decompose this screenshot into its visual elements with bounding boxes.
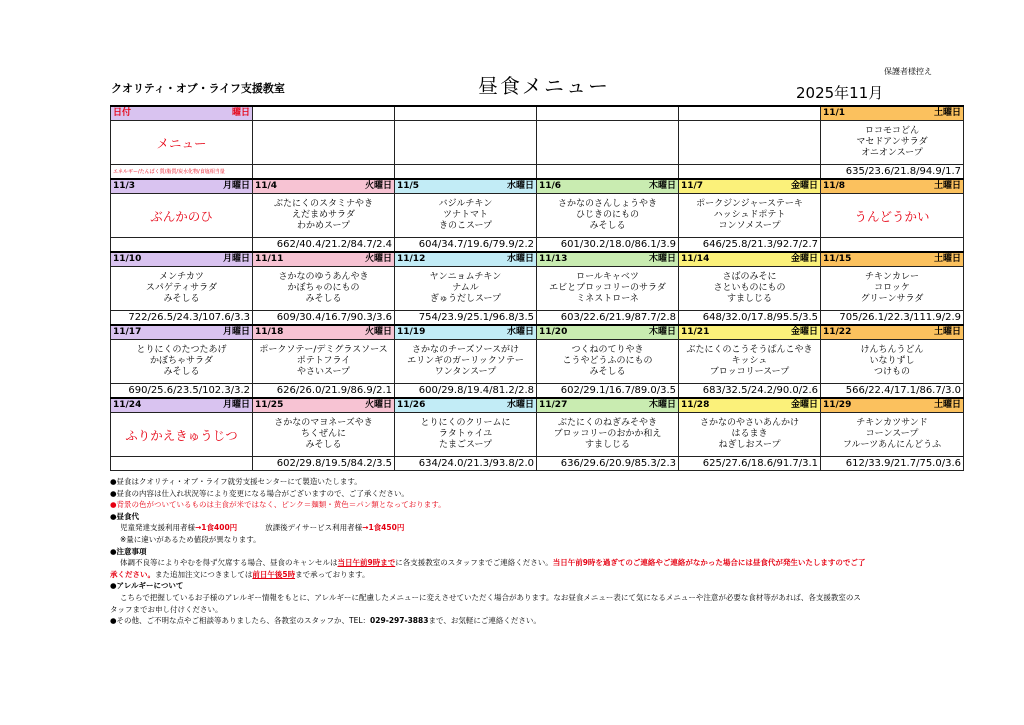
nutrition-value: 609/30.4/16.7/90.3/3.6 [276, 312, 392, 323]
dish-item: ワンタンスープ [434, 367, 497, 377]
nutrition-cell [537, 165, 679, 180]
day-weekday: 火曜日 [364, 254, 392, 264]
menu-cell [395, 267, 537, 311]
menu-cell [253, 121, 395, 165]
nutrition-cell [679, 238, 821, 253]
dish-item: ポークソテー/デミグラスソース [259, 345, 388, 355]
nutrition-cell [537, 384, 679, 399]
dish-item: たまごスープ [438, 440, 493, 450]
menu-cell [111, 340, 253, 384]
dish-item: ハッシュドポテト [713, 210, 786, 220]
guardian-copy-label: 保護者様控え [884, 67, 932, 76]
day-date: 11/13 [539, 254, 568, 264]
note-changes: ●昼食の内容は仕入れ状況等により変更になる場合がございますので、ご了承ください。 [110, 488, 409, 498]
dish-item: チキンカレー [865, 272, 919, 282]
order-text-b: まで承っております。 [295, 569, 370, 579]
page-title: 昼食メニュー [478, 74, 610, 98]
nutrition-cell [253, 238, 395, 253]
holiday-label: ふりかえきゅうじつ [125, 427, 238, 443]
order-deadline: 前日午後5時 [252, 569, 296, 579]
contact-text-a: ●その他、ご不明な点やご相談等ありましたら、各教室のスタッフか、TEL： [110, 616, 371, 626]
nutrition-value: 722/26.5/24.3/107.6/3.3 [128, 312, 250, 323]
nutrition-cell [253, 311, 395, 326]
nutrition-value: 636/29.6/20.9/85.3/2.3 [560, 458, 676, 469]
day-header [253, 106, 395, 121]
nutrition-cell [395, 457, 537, 471]
fee-note: ※量に違いがあるため値段が異なります。 [120, 534, 261, 544]
legend-date-label: 日付 [113, 108, 132, 118]
day-header [395, 252, 537, 267]
day-header [679, 106, 821, 121]
nutrition-value: 566/22.4/17.1/86.7/3.0 [845, 385, 961, 396]
dish-item: さかなのさんしょうやき [557, 199, 657, 209]
menu-cell [253, 340, 395, 384]
dish-item: わかめスープ [296, 221, 351, 231]
day-weekday: 木曜日 [648, 327, 676, 337]
day-header [253, 252, 395, 267]
menu-cell [679, 121, 821, 165]
dish-item: いなりずし [869, 356, 915, 366]
day-header [395, 179, 537, 194]
menu-cell [395, 121, 537, 165]
day-date: 11/6 [539, 181, 562, 191]
dish-item: ナムル [452, 283, 479, 293]
dish-item: さかなのマヨネーズやき [274, 418, 373, 428]
menu-cell [679, 267, 821, 311]
day-header [679, 325, 821, 340]
day-weekday: 土曜日 [933, 327, 961, 337]
notes-section [110, 476, 970, 627]
dish-item: マセドアンサラダ [856, 137, 928, 147]
nutrition-cell [395, 238, 537, 253]
day-date: 11/18 [255, 327, 284, 337]
dish-item: ちくぜんに [300, 429, 346, 439]
dish-item: オニオンスープ [861, 148, 923, 158]
day-weekday: 金曜日 [790, 327, 818, 337]
day-header [537, 398, 679, 413]
allergy-line-2: タッフまでお申し付けください。 [110, 604, 223, 614]
day-date: 11/3 [113, 181, 136, 191]
fee-child-label: 児童発達支援利用者様 [120, 523, 195, 533]
day-date: 11/14 [681, 254, 710, 264]
note-color-legend: ●背景の色がついているものは主食が米ではなく、ピンク＝麺類・黄色＝パン類となっております。 [110, 500, 446, 510]
day-date: 11/11 [255, 254, 284, 264]
day-header [537, 106, 679, 121]
holiday-cell [111, 413, 253, 457]
day-date: 11/15 [823, 254, 852, 264]
day-date: 11/19 [397, 327, 426, 337]
day-weekday: 木曜日 [648, 400, 676, 410]
nutrition-value: 754/23.9/25.1/96.8/3.5 [418, 312, 534, 323]
day-header [679, 252, 821, 267]
dish-item: ぶたにくのスタミナやき [273, 199, 373, 209]
day-header [253, 398, 395, 413]
day-weekday: 火曜日 [364, 400, 392, 410]
legend-nutrition-key: エネルギー/たんぱく質/脂質/炭水化物/食塩相当量 [113, 169, 225, 175]
nutrition-cell [821, 384, 964, 399]
dish-item: みそしる [305, 440, 342, 450]
day-date: 11/8 [823, 181, 846, 191]
day-weekday: 月曜日 [222, 327, 250, 337]
legend-menu-label: メニュー [156, 135, 207, 151]
dish-item: ブロッコリースープ [709, 367, 790, 377]
menu-cell [679, 340, 821, 384]
menu-cell [821, 340, 964, 384]
fee-after-value: →1食450円 [362, 523, 405, 533]
dish-item: コーンスープ [865, 429, 919, 439]
day-date: 11/10 [113, 254, 142, 264]
legend-header [111, 106, 253, 121]
dish-item: さかなのチーズソースがけ [411, 345, 520, 355]
nutrition-cell [679, 457, 821, 471]
nutrition-cell [679, 311, 821, 326]
fee-child-value: →1食400円 [195, 523, 238, 533]
day-weekday: 土曜日 [933, 254, 961, 264]
day-header [821, 325, 964, 340]
dish-item: ツナトマト [442, 210, 488, 220]
day-date: 11/21 [681, 327, 710, 337]
dish-item: つけもの [873, 367, 910, 377]
menu-cell [679, 413, 821, 457]
fee-line [110, 522, 970, 534]
menu-cell [679, 194, 821, 238]
dish-item: かぼちゃサラダ [150, 356, 213, 366]
nutrition-value: 600/29.8/19.4/81.2/2.8 [418, 385, 534, 396]
dish-item: ロールキャベツ [576, 272, 639, 282]
dish-item: ポテトフライ [296, 356, 351, 366]
nutrition-cell [537, 311, 679, 326]
nutrition-value: 626/26.0/21.9/86.9/2.1 [276, 385, 392, 396]
nutrition-cell [679, 384, 821, 399]
dish-item: かぼちゃのにもの [287, 283, 360, 293]
nutrition-value: 612/33.9/21.7/75.0/3.6 [845, 458, 961, 469]
dish-item: メンチカツ [159, 272, 204, 282]
dish-item: みそしる [589, 367, 626, 377]
dish-item: ねぎしおスープ [718, 440, 781, 450]
dish-item: エビとブロッコリーのサラダ [549, 283, 666, 293]
menu-cell [821, 413, 964, 457]
nutrition-cell [395, 311, 537, 326]
dish-item: やさいスープ [296, 367, 351, 377]
legend-weekday-label: 曜日 [231, 108, 250, 118]
nutrition-cell [537, 457, 679, 471]
dish-item: さばのみそに [722, 272, 777, 282]
nutrition-value: 602/29.8/19.5/84.2/3.5 [276, 458, 392, 469]
nutrition-cell [821, 238, 964, 253]
dish-item: ブロッコリーのおかか和え [553, 429, 662, 439]
dish-item: スパゲティサラダ [145, 283, 218, 293]
day-header [821, 106, 964, 121]
cancel-line [110, 557, 970, 569]
day-header [821, 179, 964, 194]
day-weekday: 水曜日 [506, 400, 534, 410]
nutrition-value: 625/27.6/18.6/91.7/3.1 [702, 458, 818, 469]
note-production: ●昼食はクオリティ・オブ・ライフ就労支援センターにて製造いたします。 [110, 477, 362, 486]
day-header [821, 398, 964, 413]
day-weekday: 土曜日 [933, 400, 961, 410]
dish-item: ヤンニョムチキン [429, 272, 502, 282]
menu-cell [253, 413, 395, 457]
menu-table [110, 105, 964, 471]
cancel-warning: 当日午前9時を過ぎてのご連絡やご連絡がなかった場合には昼食代が発生いたしますのでご了 [552, 558, 866, 568]
menu-cell [537, 267, 679, 311]
day-date: 11/20 [539, 327, 568, 337]
cancel-deadline: 当日午前9時まで [337, 558, 396, 568]
year-month: 2025年11月 [796, 84, 884, 102]
dish-item: ぎゅうだしスープ [429, 294, 502, 304]
day-weekday: 木曜日 [648, 254, 676, 264]
dish-item: みそしる [589, 221, 626, 231]
nutrition-cell [253, 457, 395, 471]
nutrition-cell [111, 384, 253, 399]
order-text-a: また追加注文につきましては [155, 569, 253, 579]
dish-item: みそしる [305, 294, 342, 304]
day-weekday: 水曜日 [506, 327, 534, 337]
menu-cell [537, 121, 679, 165]
nutrition-value: 646/25.8/21.3/92.7/2.7 [702, 239, 818, 250]
day-date: 11/4 [255, 181, 278, 191]
dish-item: さかなのゆうあんやき [278, 272, 369, 282]
day-header [537, 325, 679, 340]
contact-tel: 029-297-3883 [370, 616, 429, 626]
dish-item: グリーンサラダ [860, 294, 924, 304]
day-date: 11/1 [823, 108, 846, 118]
day-weekday: 金曜日 [790, 400, 818, 410]
nutrition-value: 705/26.1/22.3/111.9/2.9 [839, 312, 961, 323]
day-date: 11/24 [113, 400, 142, 410]
day-header [821, 252, 964, 267]
day-weekday: 水曜日 [506, 254, 534, 264]
dish-item: フルーツあんにんどうふ [842, 440, 942, 450]
day-weekday: 火曜日 [364, 181, 392, 191]
dish-item: とりにくのたつたあげ [136, 345, 227, 355]
nutrition-value: 662/40.4/21.2/84.7/2.4 [276, 239, 392, 250]
day-header [395, 325, 537, 340]
dish-item: バジルチキン [438, 199, 493, 209]
dish-item: さかなのやさいあんかけ [699, 418, 799, 428]
holiday-cell [111, 194, 253, 238]
day-header [395, 398, 537, 413]
day-header [111, 325, 253, 340]
dish-item: えだまめサラダ [292, 210, 355, 220]
day-header [537, 252, 679, 267]
day-date: 11/26 [397, 400, 426, 410]
menu-cell [395, 194, 537, 238]
nutrition-cell [679, 165, 821, 180]
dish-item: キッシュ [731, 356, 768, 366]
cancel-text-c: に各支援教室のスタッフまでご連絡ください。 [395, 558, 553, 568]
dish-item: チキンカツサンド [856, 418, 928, 428]
cancel-warning-end: 承ください。 [110, 569, 155, 579]
nutrition-cell [537, 238, 679, 253]
menu-cell [821, 121, 964, 165]
menu-cell [253, 194, 395, 238]
day-date: 11/7 [681, 181, 704, 191]
day-weekday: 月曜日 [222, 254, 250, 264]
nutrition-value: 683/32.5/24.2/90.0/2.6 [702, 385, 818, 396]
cancel-text-a: 体調不良等によりやむを得ず欠席する場合、昼食のキャンセルは [120, 558, 338, 568]
contact-text-b: まで、お気軽にご連絡ください。 [428, 616, 541, 626]
dish-item: ロコモコどん [864, 126, 919, 136]
nutrition-value: 601/30.2/18.0/86.1/3.9 [560, 239, 676, 250]
day-weekday: 金曜日 [790, 254, 818, 264]
menu-cell [537, 340, 679, 384]
dish-item: ミネストローネ [576, 294, 639, 304]
nutrition-cell [821, 311, 964, 326]
nutrition-cell [395, 384, 537, 399]
dish-item: コンソメスープ [718, 221, 781, 231]
nutrition-value: 604/34.7/19.6/79.9/2.2 [418, 239, 534, 250]
nutrition-cell [395, 165, 537, 180]
fee-title: ●昼食代 [110, 511, 140, 521]
day-date: 11/25 [255, 400, 284, 410]
dish-item: エリンギのガーリックソテー [407, 356, 524, 366]
dish-item: すましじる [584, 440, 630, 450]
day-weekday: 木曜日 [648, 181, 676, 191]
day-date: 11/27 [539, 400, 568, 410]
day-weekday: 水曜日 [506, 181, 534, 191]
fee-after-label: 放課後デイサービス利用者様 [265, 523, 363, 533]
day-date: 11/5 [397, 181, 420, 191]
menu-cell [111, 267, 253, 311]
nutrition-cell [111, 238, 253, 253]
legend-nutrition-cell [111, 165, 253, 180]
nutrition-value: 648/32.0/17.8/95.5/3.5 [702, 312, 818, 323]
nutrition-value: 635/23.6/21.8/94.9/1.7 [845, 166, 961, 177]
day-date: 11/28 [681, 400, 710, 410]
nutrition-cell [253, 384, 395, 399]
dish-item: ぶたにくのこうそうぱんこやき [686, 345, 813, 355]
holiday-label: うんどうかい [854, 208, 930, 224]
menu-cell [537, 194, 679, 238]
day-header [537, 179, 679, 194]
menu-cell [395, 340, 537, 384]
dish-item: みそしる [163, 294, 200, 304]
dish-item: こうやどうふのにもの [562, 356, 653, 366]
legend-menu-cell [111, 121, 253, 165]
day-date: 11/12 [397, 254, 426, 264]
caution-title: ●注意事項 [110, 546, 147, 556]
dish-item: ぶたにくのねぎみそやき [557, 418, 657, 428]
nutrition-cell [821, 165, 964, 180]
menu-cell [537, 413, 679, 457]
menu-cell [253, 267, 395, 311]
day-header [111, 252, 253, 267]
day-header [679, 179, 821, 194]
contact-line [110, 615, 970, 627]
dish-item: みそしる [163, 367, 200, 377]
day-date: 11/17 [113, 327, 142, 337]
holiday-cell [821, 194, 964, 238]
nutrition-value: 603/22.6/21.9/87.7/2.8 [560, 312, 676, 323]
dish-item: けんちんうどん [860, 345, 924, 355]
dish-item: はるまき [731, 429, 768, 439]
allergy-title: ●アレルギーについて [110, 581, 184, 591]
day-weekday: 月曜日 [222, 400, 250, 410]
day-weekday: 土曜日 [933, 108, 961, 118]
nutrition-cell [253, 165, 395, 180]
organization-name: クオリティ・オブ・ライフ支援教室 [111, 82, 285, 95]
dish-item: コロッケ [874, 283, 910, 293]
nutrition-value: 634/24.0/21.3/93.8/2.0 [418, 458, 534, 469]
day-date: 11/29 [823, 400, 852, 410]
day-header [253, 325, 395, 340]
day-date: 11/22 [823, 327, 852, 337]
holiday-label: ぶんかのひ [150, 208, 213, 224]
cancel-line-2 [110, 569, 970, 581]
day-weekday: 金曜日 [790, 181, 818, 191]
nutrition-value: 602/29.1/16.7/89.0/3.5 [560, 385, 676, 396]
dish-item: つくねのてりやき [571, 345, 644, 355]
nutrition-cell [111, 457, 253, 471]
dish-item: さといものにもの [713, 283, 786, 293]
day-weekday: 月曜日 [222, 181, 250, 191]
nutrition-cell [111, 311, 253, 326]
day-header [253, 179, 395, 194]
day-header [679, 398, 821, 413]
day-weekday: 火曜日 [364, 327, 392, 337]
allergy-line-1: こちらで把握しているお子様のアレルギー情報をもとに、アレルギーに配慮したメニューに変えさせていただく場合があります。なお昼食メニュー表にて気になるメニューや注意が必要な食材等があれば、各支援教室のス [120, 592, 861, 602]
menu-cell [395, 413, 537, 457]
dish-item: ポークジンジャーステーキ [696, 199, 803, 209]
dish-item: きのこスープ [438, 221, 493, 231]
dish-item: ラタトゥイユ [438, 429, 493, 439]
day-weekday: 土曜日 [933, 181, 961, 191]
dish-item: ひじきのにもの [575, 210, 639, 220]
dish-item: とりにくのクリームに [420, 418, 511, 428]
day-header [111, 179, 253, 194]
day-header [395, 106, 537, 121]
day-header [111, 398, 253, 413]
menu-cell [821, 267, 964, 311]
dish-item: すましじる [726, 294, 772, 304]
nutrition-value: 690/25.6/23.5/102.3/3.2 [128, 385, 250, 396]
nutrition-cell [821, 457, 964, 471]
